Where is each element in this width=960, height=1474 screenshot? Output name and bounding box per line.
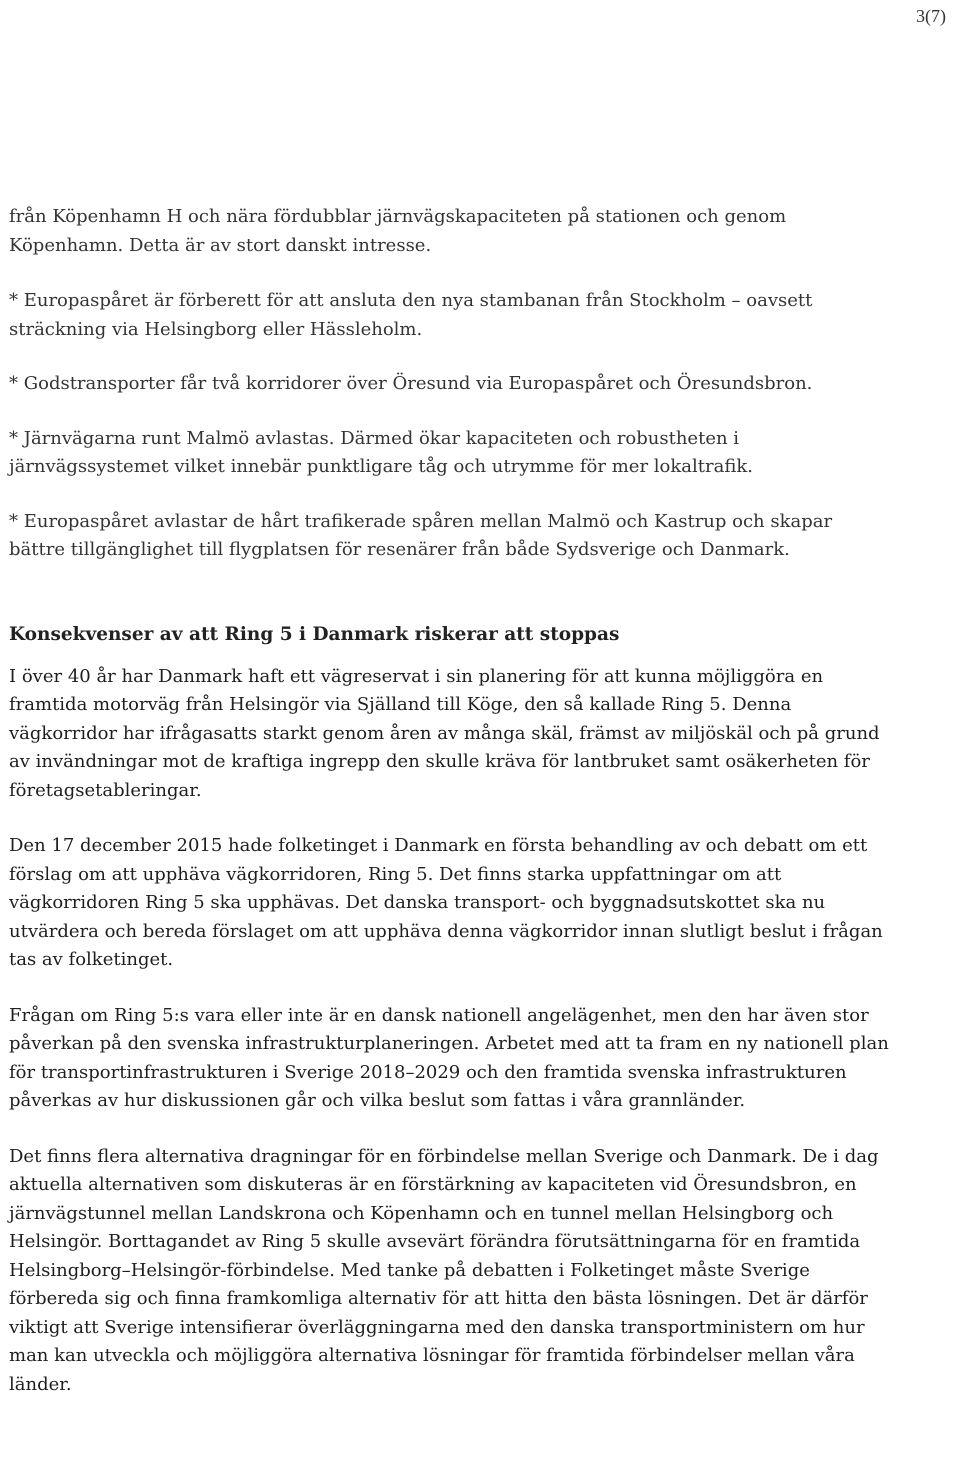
section-paragraph: Den 17 december 2015 hade folketinget i Danmark en första behandling av och debatt om ett förslag om att upphäva vägkorridoren, Ring 5. Det finns starka uppfattningar om att vägkorridoren Ring 5 ska upphävas. Det danska transport- och byggnadsutskottet ska nu utvärdera och bereda förslaget om att upphäva denna vägkorridor innan slutligt beslut i frågan tas av folketinget. [9,835,883,970]
document-body [9,203,889,1399]
bullet-europaspar-stambana: * Europaspåret är förberett för att ansluta den nya stambanan från Stockholm – oavsett sträckning via Helsingborg eller Hässleholm. [9,290,813,340]
section-heading: Konsekvenser av att Ring 5 i Danmark riskerar att stoppas [9,623,620,645]
bullet-jarnvagar-malmo: * Järnvägarna runt Malmö avlastas. Därmed ökar kapaciteten och robustheten i järnvägssystemet vilket innebär punktligare tåg och utrymme för mer lokaltrafik. [9,427,753,477]
section-paragraph: Frågan om Ring 5:s vara eller inte är en dansk nationell angelägenhet, men den har även stor påverkan på den svenska infrastrukturplaneringen. Arbetet med att ta fram en ny nationell plan för transportinfrastrukturen i Sverige 2018–2029 och den framtida svenska infrastrukturen påverkas av hur diskussionen går och vilka beslut som fattas i våra grannländer. [9,1004,889,1111]
intro-continuation: från Köpenhamn H och nära fördubblar järnvägskapaciteten på stationen och genom Köpenhamn. Detta är av stort danskt intresse. [9,206,787,256]
section-paragraph: Det finns flera alternativa dragningar för en förbindelse mellan Sverige och Danmark. De i dag aktuella alternativen som diskuteras är en förstärkning av kapaciteten vid Öresundsbron, en järnvägstunnel mellan Landskrona och Köpenhamn och en tunnel mellan Helsingborg och Helsingör. Borttagandet av Ring 5 skulle avsevärt förändra förutsättningarna för en framtida Helsingborg–Helsingör-förbindelse. Med tanke på debatten i Folketinget måste Sverige förbereda sig och finna framkomliga alternativ för att hitta den bästa lösningen. Det är därför viktigt att Sverige intensifierar överläggningarna med den danska transportministern om hur man kan utveckla och möjliggöra alternativa lösningar för framtida förbindelser mellan våra länder. [9,1145,879,1395]
section-paragraph: I över 40 år har Danmark haft ett vägreservat i sin planering för att kunna möjliggöra en framtida motorväg från Helsingör via Själland till Köge, den så kallade Ring 5. Denna vägkorridor har ifrågasatts starkt genom åren av många skäl, främst av miljöskäl och på grund av invändningar mot de kraftiga ingrepp den skulle kräva för lantbruket samt osäkerheten för företagsetableringar. [9,665,880,801]
page-number: 3(7) [916,6,946,26]
bullet-europaspar-kastrup: * Europaspåret avlastar de hårt trafikerade spåren mellan Malmö och Kastrup och skapar bättre tillgänglighet till flygplatsen för resenärer från både Sydsverige och Danmark. [9,510,833,560]
bullet-godstransporter: * Godstransporter får två korridorer över Öresund via Europaspåret och Öresundsbron. [9,373,813,394]
